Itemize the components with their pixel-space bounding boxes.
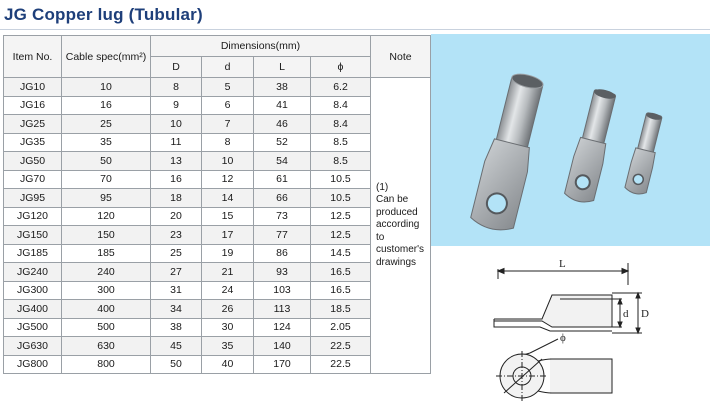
label-L: L [559,258,566,270]
cell-L: 170 [254,355,311,374]
table-row [4,133,431,152]
cell-D: 38 [151,318,202,337]
cell-item: JG630 [4,337,62,356]
cell-D: 23 [151,226,202,245]
cell-spec: 240 [62,263,151,282]
cell-D: 31 [151,281,202,300]
note-line: customer's [376,244,425,256]
cell-d: 6 [202,96,254,115]
table-row [4,263,431,282]
header-dim-L: L [254,57,311,78]
table-row [4,244,431,263]
cell-D: 45 [151,337,202,356]
cell-D: 50 [151,355,202,374]
cell-spec: 800 [62,355,151,374]
cell-D: 34 [151,300,202,319]
table-row [4,115,431,134]
spec-table [3,35,431,374]
table-row [4,78,431,97]
cell-D: 13 [151,152,202,171]
header-dim-d: d [202,57,254,78]
cell-d: 12 [202,170,254,189]
copper-lugs-illustration [431,34,710,246]
label-d: d [623,308,629,320]
cell-phi: 8.5 [311,152,371,171]
cell-L: 73 [254,207,311,226]
cell-L: 124 [254,318,311,337]
header-dim-phi: ϕ [311,57,371,78]
cell-D: 10 [151,115,202,134]
cell-item: JG10 [4,78,62,97]
note-line: to [376,231,385,243]
cell-d: 7 [202,115,254,134]
cell-L: 41 [254,96,311,115]
cell-spec: 16 [62,96,151,115]
cell-phi: 16.5 [311,281,371,300]
cell-D: 18 [151,189,202,208]
cell-L: 77 [254,226,311,245]
cell-item: JG95 [4,189,62,208]
table-row [4,300,431,319]
cell-item: JG800 [4,355,62,374]
cell-spec: 95 [62,189,151,208]
cell-L: 46 [254,115,311,134]
cell-phi: 2.05 [311,318,371,337]
cell-spec: 500 [62,318,151,337]
cell-spec: 400 [62,300,151,319]
cell-phi: 16.5 [311,263,371,282]
cell-L: 93 [254,263,311,282]
cell-D: 8 [151,78,202,97]
cell-L: 113 [254,300,311,319]
note-line: according [376,219,420,231]
cell-L: 103 [254,281,311,300]
spec-table-body [4,78,431,374]
cell-L: 54 [254,152,311,171]
title-divider [0,29,710,30]
cell-L: 66 [254,189,311,208]
table-row [4,207,431,226]
cell-phi: 10.5 [311,170,371,189]
cell-phi: 12.5 [311,207,371,226]
cell-d: 19 [202,244,254,263]
cell-d: 30 [202,318,254,337]
lug-large-icon [469,70,550,234]
cell-item: JG500 [4,318,62,337]
cell-phi: 8.4 [311,96,371,115]
cell-item: JG185 [4,244,62,263]
cell-phi: 8.5 [311,133,371,152]
cell-spec: 25 [62,115,151,134]
cell-d: 26 [202,300,254,319]
cell-D: 20 [151,207,202,226]
table-row [4,226,431,245]
cell-L: 140 [254,337,311,356]
cell-item: JG240 [4,263,62,282]
header-cable-spec: Cable spec(mm²) [62,36,151,78]
table-row [4,189,431,208]
cell-phi: 22.5 [311,355,371,374]
cell-spec: 50 [62,152,151,171]
cell-d: 8 [202,133,254,152]
table-row [4,281,431,300]
cell-item: JG400 [4,300,62,319]
cell-item: JG300 [4,281,62,300]
page-title: JG Copper lug (Tubular) [4,5,203,24]
cell-spec: 185 [62,244,151,263]
cell-d: 40 [202,355,254,374]
table-row [4,96,431,115]
cell-spec: 120 [62,207,151,226]
cell-phi: 8.4 [311,115,371,134]
table-row [4,355,431,374]
cell-item: JG120 [4,207,62,226]
cell-spec: 630 [62,337,151,356]
cell-d: 10 [202,152,254,171]
cell-L: 52 [254,133,311,152]
cell-D: 25 [151,244,202,263]
cell-item: JG70 [4,170,62,189]
cell-item: JG50 [4,152,62,171]
cell-d: 17 [202,226,254,245]
cell-phi: 12.5 [311,226,371,245]
cell-d: 5 [202,78,254,97]
cell-d: 14 [202,189,254,208]
cell-D: 9 [151,96,202,115]
label-phi: ϕ [560,332,566,344]
cell-spec: 300 [62,281,151,300]
note-line: produced [376,206,418,218]
product-photo [431,34,710,246]
note-line: (1) [376,181,389,193]
cell-D: 11 [151,133,202,152]
header-dim-D: D [151,57,202,78]
cell-D: 16 [151,170,202,189]
table-row [4,152,431,171]
cell-phi: 18.5 [311,300,371,319]
cell-spec: 10 [62,78,151,97]
table-row [4,318,431,337]
lug-medium-icon [563,86,620,204]
cell-item: JG16 [4,96,62,115]
cell-L: 86 [254,244,311,263]
cell-spec: 35 [62,133,151,152]
cell-phi: 10.5 [311,189,371,208]
note-line: Can be [376,194,409,206]
label-D: D [641,308,649,320]
header-note: Note [371,36,431,78]
cell-item: JG35 [4,133,62,152]
cell-item: JG150 [4,226,62,245]
note-line: drawings [376,256,417,268]
table-row [4,337,431,356]
note-cell [371,78,431,374]
technical-drawing [480,255,710,409]
cell-d: 24 [202,281,254,300]
cell-d: 15 [202,207,254,226]
table-row [4,170,431,189]
cell-spec: 150 [62,226,151,245]
cell-spec: 70 [62,170,151,189]
cell-item: JG25 [4,115,62,134]
cell-phi: 6.2 [311,78,371,97]
cell-L: 61 [254,170,311,189]
cell-phi: 22.5 [311,337,371,356]
lug-dimension-diagram [480,255,710,409]
cell-D: 27 [151,263,202,282]
cell-d: 21 [202,263,254,282]
lug-small-icon [624,111,665,196]
cell-d: 35 [202,337,254,356]
header-item-no: Item No. [4,36,62,78]
cell-phi: 14.5 [311,244,371,263]
cell-L: 38 [254,78,311,97]
header-dimensions: Dimensions(mm) [151,36,371,57]
